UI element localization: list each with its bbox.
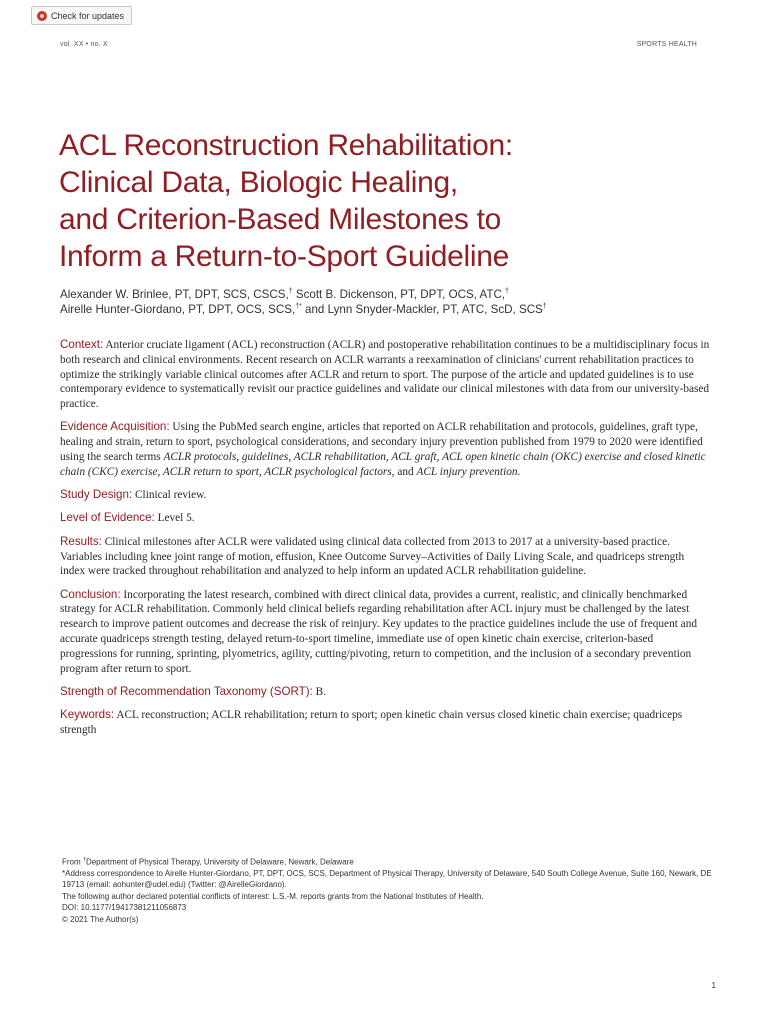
author-list [60,287,720,317]
section-text: B. [315,685,327,698]
author-name: Alexander W. Brinlee, PT, DPT, SCS, CSCS, [60,288,289,301]
search-terms: ACL injury prevention [416,465,518,478]
section-text: Incorporating the latest research, combined with direct clinical data, provides a current, realistic, and clinically benchmarked strategy for ACLR rehabilitation. Commonly held clinical beliefs regarding rehabilitation after ACL injury must be challenged by the latest research to improve patient outcomes and decrease the risk of reinjury. Key updates to the practice guidelines include the use of frequent and accurate quadriceps strength testing, delayed return-to-sport timeline, immediate use of open kinetic chain exercise, criterion-based progressions for running, sprinting, plyometrics, agility, cutting/pivoting, return to competition, and the inclusion of a secondary prevention program after return to sport. [60,588,697,675]
section-label: Strength of Recommendation Taxonomy (SORT): [60,684,313,698]
footnote-text: Department of Physical Therapy, University of Delaware, Newark, Delaware [85,857,354,867]
title-line: Inform a Return-to-Sport Guideline [59,240,510,273]
page-number: 1 [711,981,716,990]
section-text: . [517,465,521,478]
abstract-sort [60,685,710,700]
affiliation-note [62,855,712,868]
conflict-note: The following author declared potential conflicts of interest: L.S.-M. reports grants from the National Institutes of Health. [62,891,484,901]
affiliation-mark: † [505,288,509,296]
crossmark-icon [37,11,47,21]
section-label: Context: [60,338,104,351]
check-for-updates-label: Check for updates [51,10,125,21]
running-header-journal: SPORTS HEALTH [636,41,697,48]
running-header-volume: vol. XX • no. X [60,41,108,48]
title-line: Clinical Data, Biologic Healing, [59,166,458,199]
author-name: Airelle Hunter-Giordano, PT, DPT, OCS, SCS, [60,303,296,316]
footnote-text: From [62,857,83,867]
search-terms: ACLR protocols, guidelines, ACLR rehabilitation, ACL graft, ACL open kinetic chain (OKC) exercise and closed kinetic chain (CKC) exercise, ACLR return to sport, ACLR psychological factors, [60,451,706,478]
section-text: Level 5. [157,512,195,525]
abstract-context [60,338,710,412]
title-line: ACL Reconstruction Rehabilitation: [59,129,513,162]
section-text: Clinical milestones after ACLR were validated using clinical data collected from 2013 to 2017 at a university-based practice. Variables including knee joint range of motion, effusion, Knee Outcome Survey–Activities of Daily Living Scale, and quadriceps strength index were tracked throughout rehabilitation and analyzed to help inform an updated ACLR rehabilitation guideline. [60,535,685,578]
abstract-study-design [60,488,710,503]
section-text: Using the PubMed search engine, articles that reported on ACLR rehabilitation and protocols, guidelines, graft type, healing and strain, return to sport, psychological considerations, and secondary injury prevention published from 1979 to 2020 were identified using the search terms [60,421,703,464]
section-label: Keywords: [60,708,115,722]
correspondence-note: *Address correspondence to Airelle Hunter-Giordano, PT, DPT, OCS, SCS, Department of Physical Therapy, University of Delaware, 540 South College Avenue, Suite 160, Newark, DE 19713 (email: aohunter@udel.edu) (Twitter: @AirelleGiordano). [62,869,712,890]
article-title [59,127,719,275]
abstract-evidence-acquisition [60,420,710,479]
abstract-level-of-evidence [60,511,710,526]
doi-note: DOI: 10.1177/19417381211056873 [62,903,187,913]
title-line: and Criterion-Based Milestones to [59,203,501,236]
footnotes [62,855,712,925]
affiliation-mark: †* [295,303,302,311]
section-label: Evidence Acquisition: [60,420,170,434]
copyright-note: © 2021 The Author(s) [62,914,139,924]
abstract-conclusion [60,588,710,677]
section-label: Results: [60,534,102,548]
section-text: Anterior cruciate ligament (ACL) reconstruction (ACLR) and postoperative rehabilitation continues to be a multidisciplinary focus in both research and clinical environments. Recent research on ACLR warrants a reexamination of clinicians' current rehabilitation practices to optimize the strikingly variable clinical outcomes after ACLR and return to sport. The purpose of the article and updated guidelines is to use contemporary evidence to systematically revisit our practice guidelines and validate our clinical milestones with data from our university-based practice. [60,339,710,411]
section-text: ACL reconstruction; ACLR rehabilitation; return to sport; open kinetic chain versus closed kinetic chain exercise; quadriceps strength [60,709,683,737]
author-name: Scott B. Dickenson, PT, DPT, OCS, ATC, [292,288,506,301]
check-for-updates-badge[interactable] [31,6,132,25]
section-label: Study Design: [60,488,133,502]
section-label: Level of Evidence: [60,511,155,525]
affiliation-mark: † [82,857,86,863]
abstract-keywords [60,708,710,738]
section-label: Conclusion: [60,587,121,601]
affiliation-mark: † [542,303,547,311]
abstract-results [60,535,710,579]
section-text: and [394,465,417,478]
abstract [60,338,710,746]
author-name: and Lynn Snyder-Mackler, PT, ATC, ScD, SCS [301,303,543,316]
affiliation-mark: † [288,288,293,296]
section-text: Clinical review. [135,489,207,502]
